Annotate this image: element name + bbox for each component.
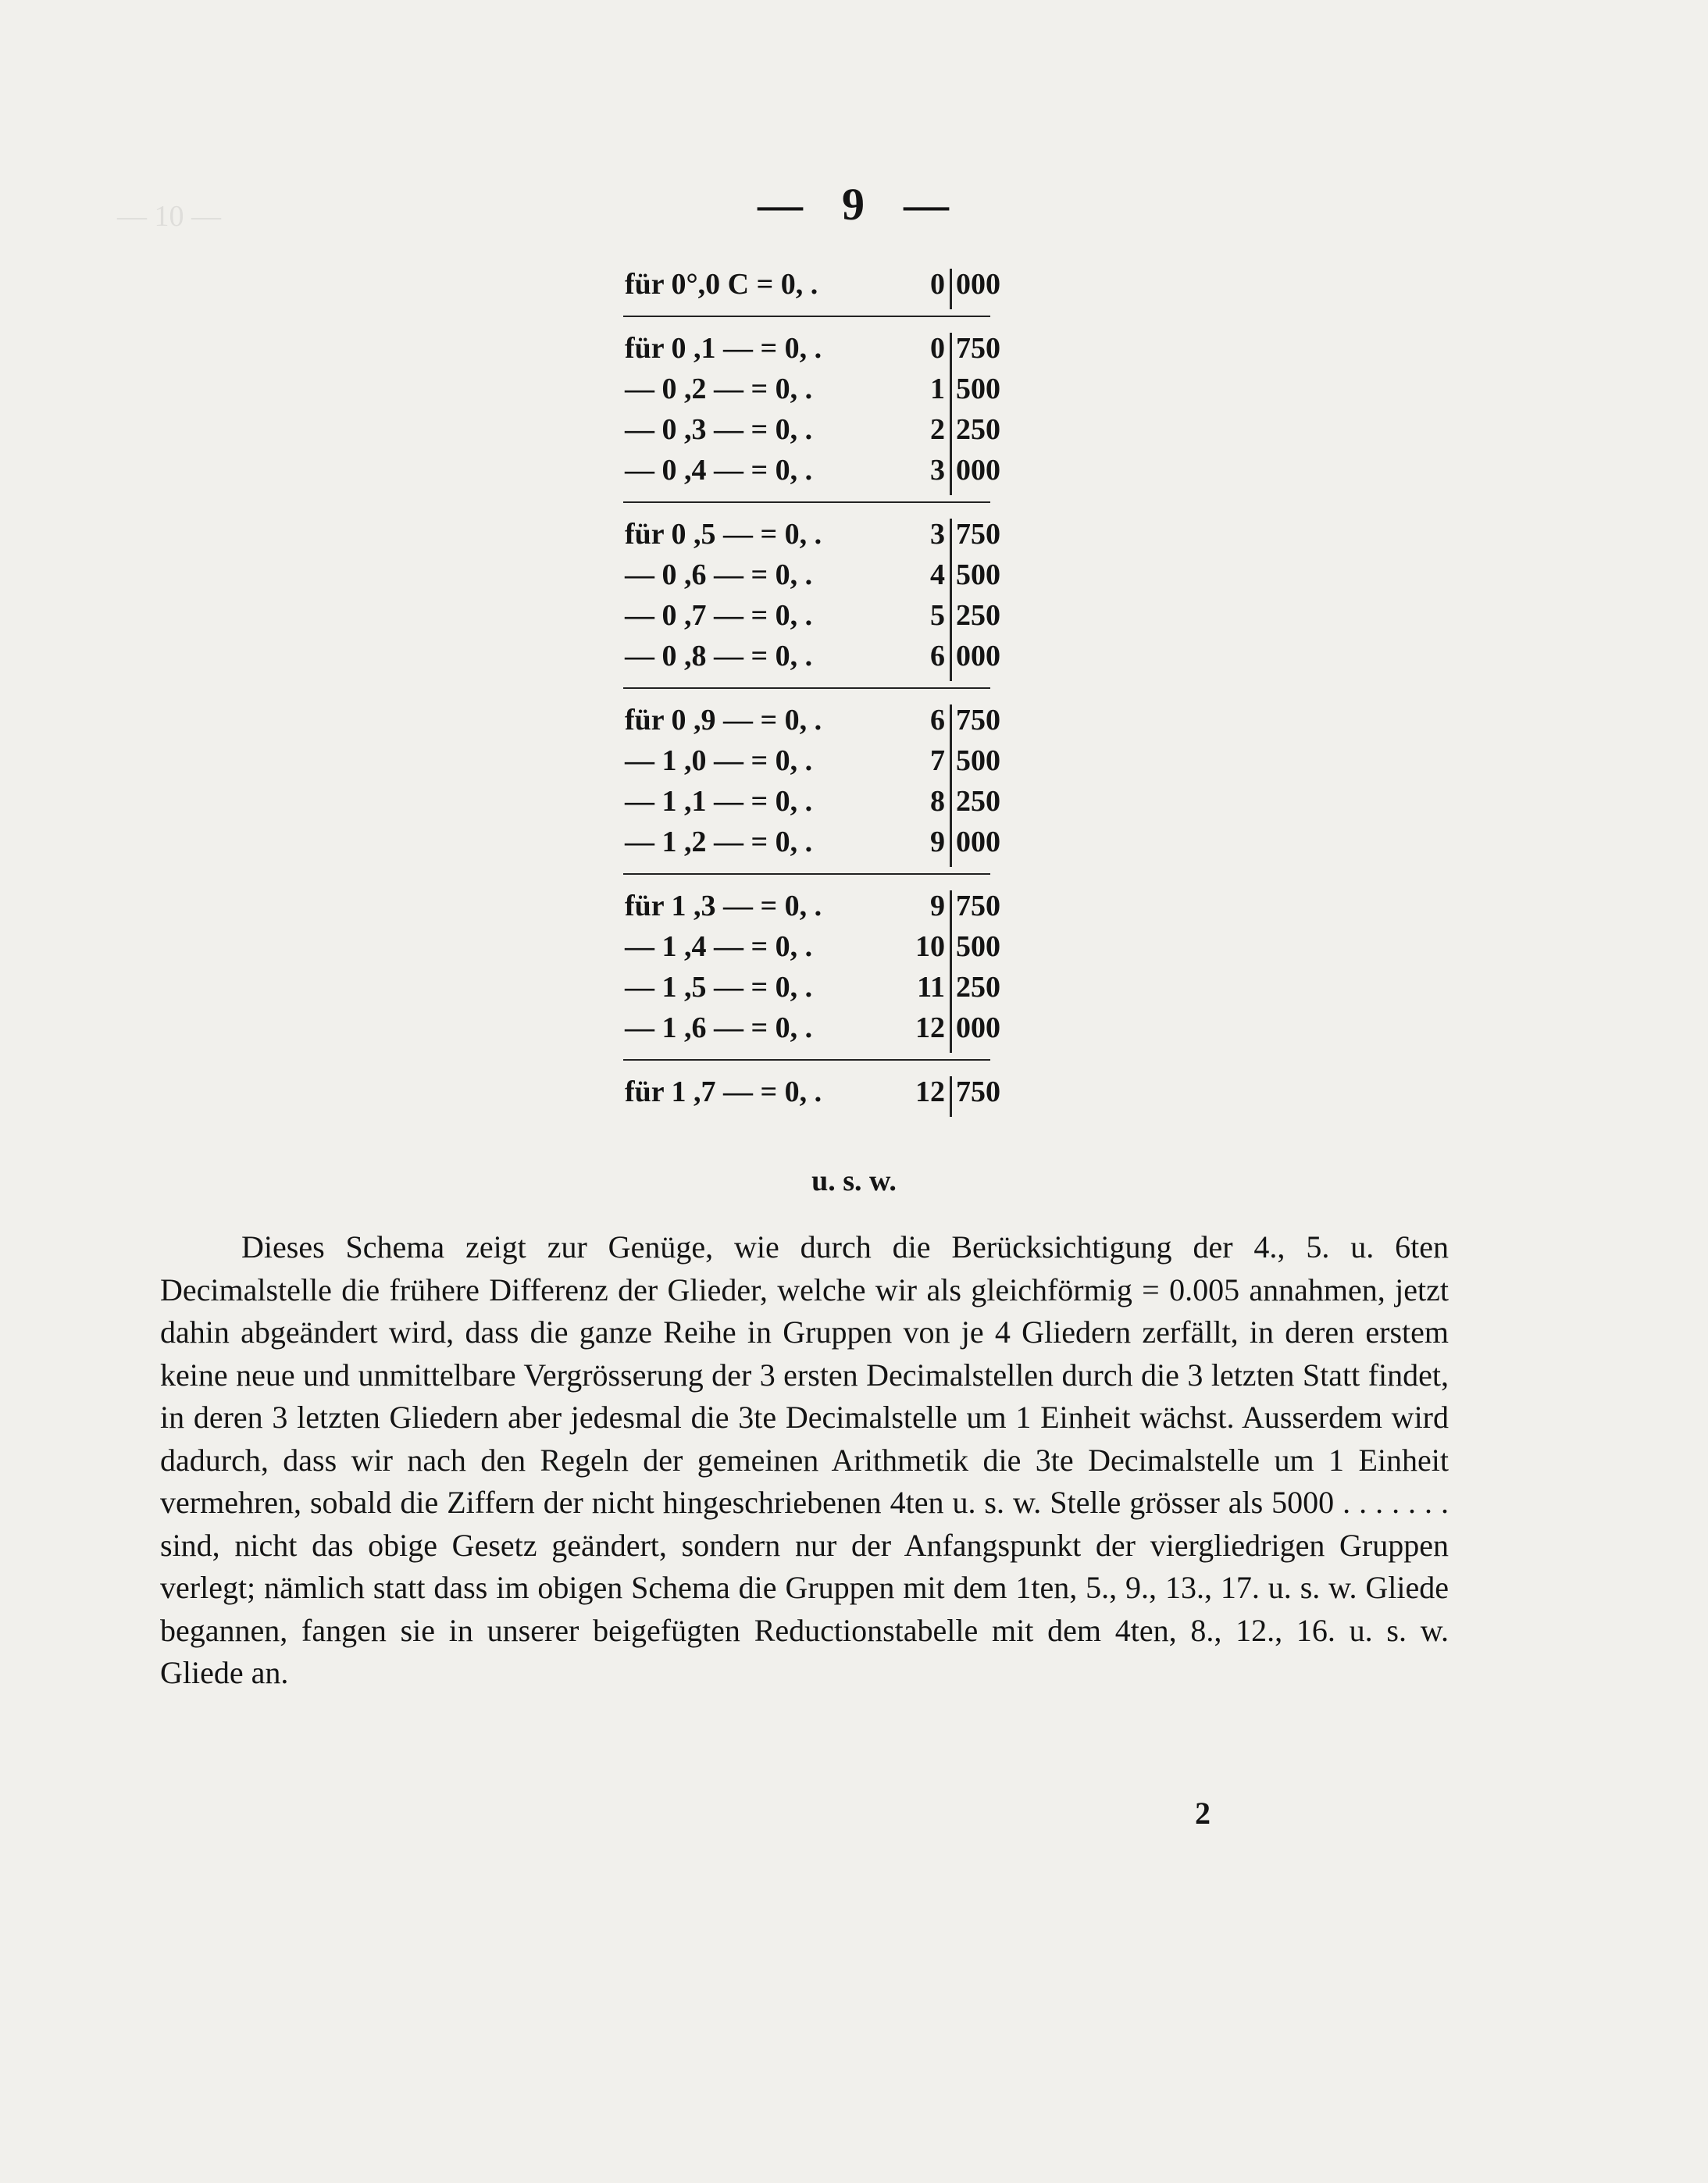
table-row (625, 822, 1000, 862)
table-row (625, 450, 1000, 490)
row-integer: 3 (930, 518, 945, 551)
row-integer: 5 (930, 599, 945, 632)
row-integer: 7 (930, 744, 945, 777)
body-paragraph: Dieses Schema zeigt zur Genüge, wie durch die Berücksichtigung der 4., 5. u. 6ten Decimalstelle die frühere Differenz der Glieder, welche wir als gleichförmig = 0.005 annahmen, jetzt dahin abgeändert wird, dass die ganze Reihe in Gruppen von je 4 Gliedern zerfällt, in deren erstem keine neue und unmittelbare Vergrösserung der 3 ersten Decimalstellen durch die 3 letzten Statt findet, in deren 3 letzten Gliedern aber jedesmal die 3te Decimalstelle um 1 Einheit wächst. Ausserdem wird dadurch, dass wir nach den Regeln der gemeinen Arithmetik die 3te Decimalstelle um 1 Einheit vermehren, sobald die Ziffern der nicht hingeschriebenen 4ten u. s. w. Stelle grösser als 5000 . . . . . . . sind, nicht das obige Gesetz geändert, sondern nur der Anfangspunkt der viergliedrigen Gruppen verlegt; nämlich statt dass im obigen Schema die Gruppen mit dem 1ten, 5., 9., 13., 17. u. s. w. Gliede begannen, fangen sie in unserer beigefügten Reductionstabelle mit dem 4ten, 8., 12., 16. u. s. w. Gliede an. (160, 1229, 1449, 1690)
group-separator (623, 1059, 990, 1061)
row-integer: 0 (930, 332, 945, 365)
row-decimal: 250 (956, 971, 1000, 1004)
row-decimal: 750 (956, 332, 1000, 365)
row-label: — 0 ,4 — = 0, . (625, 454, 813, 487)
row-label: — 0 ,2 — = 0, . (625, 373, 813, 405)
row-label: — 0 ,7 — = 0, . (625, 599, 813, 632)
row-integer: 12 (915, 1075, 945, 1108)
table-row (625, 926, 1000, 967)
row-integer: 3 (930, 454, 945, 487)
row-decimal: 750 (956, 518, 1000, 551)
row-decimal: 750 (956, 1075, 1000, 1108)
row-label: — 0 ,3 — = 0, . (625, 413, 813, 446)
row-integer: 1 (930, 373, 945, 405)
table-row (625, 409, 1000, 450)
row-label: — 1 ,2 — = 0, . (625, 826, 813, 858)
row-decimal: 500 (956, 373, 1000, 405)
group-separator (623, 501, 990, 503)
reduction-table (625, 264, 1000, 1112)
row-label: — 0 ,6 — = 0, . (625, 558, 813, 591)
table-continuation: u. s. w. (811, 1165, 897, 1197)
row-integer: 2 (930, 413, 945, 446)
row-integer: 10 (915, 930, 945, 963)
table-group (625, 700, 1000, 862)
row-label: — 1 ,5 — = 0, . (625, 971, 813, 1004)
row-label: für 1 ,7 — = 0, . (625, 1075, 822, 1108)
row-decimal: 250 (956, 599, 1000, 632)
table-group (625, 264, 1000, 305)
table-row (625, 514, 1000, 555)
table-row (625, 1072, 1000, 1112)
table-row (625, 555, 1000, 595)
row-decimal: 250 (956, 785, 1000, 818)
group-separator (623, 873, 990, 875)
row-label: — 0 ,8 — = 0, . (625, 640, 813, 672)
row-decimal: 500 (956, 930, 1000, 963)
row-decimal: 750 (956, 890, 1000, 922)
column-divider (950, 519, 952, 681)
column-divider (950, 704, 952, 867)
row-label: für 0 ,1 — = 0, . (625, 332, 822, 365)
row-integer: 0 (930, 268, 945, 301)
column-divider (950, 1076, 952, 1117)
table-row (625, 328, 1000, 369)
row-decimal: 000 (956, 454, 1000, 487)
table-row (625, 886, 1000, 926)
header-dash-left: — (758, 179, 804, 230)
row-integer: 6 (930, 640, 945, 672)
page-header (0, 178, 1708, 230)
row-integer: 9 (930, 890, 945, 922)
row-decimal: 500 (956, 744, 1000, 777)
group-separator (623, 687, 990, 689)
table-group (625, 328, 1000, 490)
table-group (625, 1072, 1000, 1112)
row-label: — 1 ,1 — = 0, . (625, 785, 813, 818)
table-group (625, 886, 1000, 1048)
page-number: 9 (842, 179, 866, 230)
row-label: für 0 ,5 — = 0, . (625, 518, 822, 551)
table-row (625, 781, 1000, 822)
row-decimal: 000 (956, 826, 1000, 858)
row-decimal: 250 (956, 413, 1000, 446)
row-integer: 4 (930, 558, 945, 591)
table-row (625, 636, 1000, 676)
bleed-through-text: — 10 — (117, 200, 221, 233)
row-decimal: 000 (956, 640, 1000, 672)
row-decimal: 000 (956, 1011, 1000, 1044)
table-row (625, 700, 1000, 740)
table-row (625, 369, 1000, 409)
row-decimal: 750 (956, 704, 1000, 737)
group-separator (623, 316, 990, 317)
row-integer: 6 (930, 704, 945, 737)
table-row (625, 740, 1000, 781)
row-integer: 12 (915, 1011, 945, 1044)
row-label: für 0°,0 C = 0, . (625, 268, 818, 301)
row-label: für 0 ,9 — = 0, . (625, 704, 822, 737)
table-row (625, 264, 1000, 305)
row-label: — 1 ,6 — = 0, . (625, 1011, 813, 1044)
column-divider (950, 890, 952, 1053)
table-group (625, 514, 1000, 676)
table-row (625, 595, 1000, 636)
row-integer: 11 (917, 971, 945, 1004)
column-divider (950, 269, 952, 309)
row-integer: 9 (930, 826, 945, 858)
row-label: — 1 ,4 — = 0, . (625, 930, 813, 963)
column-divider (950, 333, 952, 495)
row-label: für 1 ,3 — = 0, . (625, 890, 822, 922)
row-decimal: 000 (956, 268, 1000, 301)
signature-mark: 2 (1195, 1796, 1211, 1831)
header-dash-right: — (904, 179, 950, 230)
row-label: — 1 ,0 — = 0, . (625, 744, 813, 777)
table-row (625, 967, 1000, 1008)
row-integer: 8 (930, 785, 945, 818)
table-row (625, 1008, 1000, 1048)
row-decimal: 500 (956, 558, 1000, 591)
